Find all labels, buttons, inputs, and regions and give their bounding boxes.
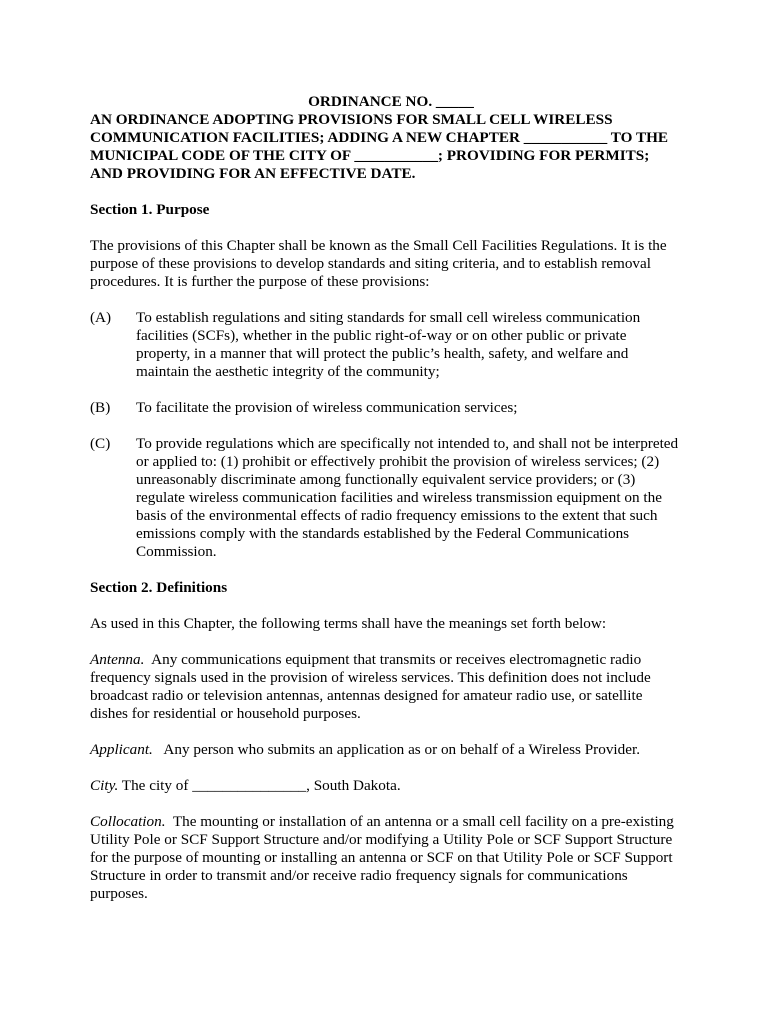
- definition-first-line: [90, 777, 692, 795]
- definition-term: Applicant.: [90, 741, 153, 758]
- item-line: basis of the environmental effects of radio frequency emissions to the extent that such: [136, 507, 658, 524]
- item-line: Commission.: [136, 543, 217, 560]
- item-line: property, in a manner that will protect the public’s health, safety, and welfare and: [136, 345, 629, 362]
- ordinance-title-line: AN ORDINANCE ADOPTING PROVISIONS FOR SMALL CELL WIRELESS: [90, 111, 613, 128]
- definition-collocation: [90, 813, 692, 903]
- item-text: [136, 399, 692, 417]
- definition-text: The mounting or installation of an antenna or a small cell facility on a pre-existing: [165, 813, 674, 830]
- purpose-item-c: [90, 435, 692, 561]
- section-1-intro-line: The provisions of this Chapter shall be known as the Small Cell Facilities Regulations. It is the: [90, 237, 667, 254]
- definition-applicant: [90, 741, 692, 759]
- item-line: maintain the aesthetic integrity of the community;: [136, 363, 440, 380]
- item-line: To facilitate the provision of wireless communication services;: [136, 399, 518, 416]
- item-label: (B): [90, 399, 111, 416]
- section-1-intro-line: purpose of these provisions to develop standards and siting criteria, and to establish removal: [90, 255, 651, 272]
- ordinance-title-line: AND PROVIDING FOR AN EFFECTIVE DATE.: [90, 165, 416, 182]
- purpose-item-a: [90, 309, 692, 381]
- definition-line: broadcast radio or television antennas, antennas designed for amateur radio use, or satellite: [90, 687, 643, 704]
- item-line: emissions comply with the standards established by the Federal Communications: [136, 525, 630, 542]
- definition-first-line: [90, 741, 692, 759]
- item-label: (A): [90, 309, 112, 326]
- section-1-heading: Section 1. Purpose: [90, 201, 210, 218]
- section-2-intro: As used in this Chapter, the following terms shall have the meanings set forth below:: [90, 615, 607, 632]
- ordinance-number: ORDINANCE NO. _____: [308, 93, 474, 110]
- definition-line: frequency signals used in the provision of wireless services. This definition does not include: [90, 669, 651, 686]
- definition-city: [90, 777, 692, 795]
- item-line: unreasonably discriminate among functionally equivalent service providers; or (3): [136, 471, 636, 488]
- item-line: To provide regulations which are specifically not intended to, and shall not be interpreted: [136, 435, 679, 452]
- item-text: [136, 309, 692, 381]
- item-line: or applied to: (1) prohibit or effectively prohibit the provision of wireless services; (2): [136, 453, 660, 470]
- definition-first-line: [90, 651, 692, 669]
- purpose-item-b: [90, 399, 692, 417]
- definition-line: dishes for residential or household purposes.: [90, 705, 361, 722]
- ordinance-title-line: COMMUNICATION FACILITIES; ADDING A NEW CHAPTER ___________ TO THE: [90, 129, 669, 146]
- item-line: regulate wireless communication facilities and wireless transmission equipment on the: [136, 489, 662, 506]
- item-line: To establish regulations and siting standards for small cell wireless communication: [136, 309, 641, 326]
- document-body: [90, 93, 692, 903]
- definition-first-line: [90, 813, 692, 831]
- definition-line: purposes.: [90, 885, 148, 902]
- item-text: [136, 435, 692, 561]
- definition-antenna: [90, 651, 692, 723]
- item-line: facilities (SCFs), whether in the public right-of-way or on other public or private: [136, 327, 627, 344]
- ordinance-title-line: MUNICIPAL CODE OF THE CITY OF ___________; PROVIDING FOR PERMITS;: [90, 147, 650, 164]
- item-label: (C): [90, 435, 111, 452]
- definition-text: The city of _______________, South Dakota.: [118, 777, 401, 794]
- definition-text: Any person who submits an application as or on behalf of a Wireless Provider.: [152, 741, 640, 758]
- definition-term: Collocation.: [90, 813, 166, 830]
- definition-term: Antenna.: [90, 651, 145, 668]
- section-2-heading: Section 2. Definitions: [90, 579, 228, 596]
- definition-text: Any communications equipment that transmits or receives electromagnetic radio: [144, 651, 642, 668]
- definition-line: for the purpose of mounting or installing an antenna or SCF on that Utility Pole or SCF Support: [90, 849, 673, 866]
- section-1-intro-line: procedures. It is further the purpose of these provisions:: [90, 273, 430, 290]
- definition-term: City.: [90, 777, 119, 794]
- definition-line: Structure in order to transmit and/or receive radio frequency signals for communications: [90, 867, 628, 884]
- definition-line: Utility Pole or SCF Support Structure and/or modifying a Utility Pole or SCF Support Structure: [90, 831, 673, 848]
